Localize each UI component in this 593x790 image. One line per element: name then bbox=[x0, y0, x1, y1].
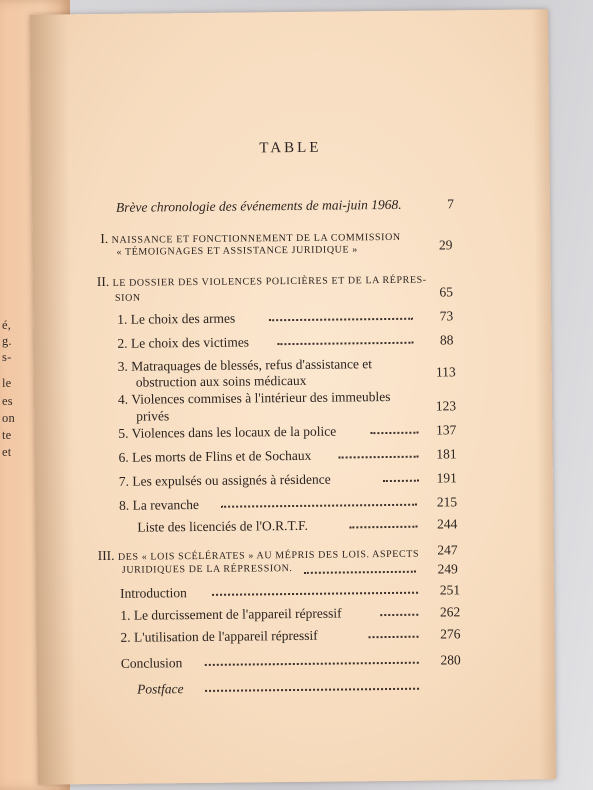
section-numeral: II. bbox=[96, 273, 110, 290]
toc-entry-page: 137 bbox=[436, 422, 457, 438]
toc-item bbox=[37, 651, 555, 671]
toc-entry-page: 247 bbox=[437, 542, 458, 558]
margin-fragment: te bbox=[2, 428, 12, 442]
toc-item-label: 8. La revanche bbox=[119, 496, 200, 513]
toc-item-label: 1. Le choix des armes bbox=[117, 310, 236, 327]
toc-entry-page: 29 bbox=[438, 237, 453, 253]
leader-dots bbox=[383, 478, 419, 482]
toc-item bbox=[34, 421, 552, 441]
toc-entry-page: 280 bbox=[440, 652, 461, 668]
toc-item-continuation: privés bbox=[136, 408, 170, 424]
toc-item bbox=[33, 307, 551, 327]
margin-fragment: le bbox=[2, 376, 12, 390]
toc-item bbox=[35, 445, 553, 465]
section-title-line2: JURIDIQUES DE LA RÉPRESSION. bbox=[121, 563, 293, 576]
toc-item bbox=[34, 354, 552, 390]
toc-item-label: Conclusion bbox=[120, 655, 183, 671]
leader-dots bbox=[221, 502, 417, 508]
toc-entry-page: 88 bbox=[439, 332, 454, 348]
toc-entry-page: 244 bbox=[437, 516, 458, 532]
toc-entry-page: 215 bbox=[436, 494, 458, 510]
toc-item-label: Postface bbox=[136, 681, 184, 697]
toc-item bbox=[33, 331, 551, 351]
section-title-line2: SION bbox=[114, 292, 141, 304]
section-title-line2: « TÉMOIGNAGES ET ASSISTANCE JURIDIQUE » bbox=[116, 244, 358, 258]
toc-entry-page: 276 bbox=[440, 626, 461, 642]
book-page bbox=[30, 9, 556, 784]
toc-item-postface bbox=[37, 677, 555, 697]
leader-dots bbox=[370, 430, 418, 435]
toc-item-label: 7. Les expulsés ou assignés à résidence bbox=[118, 471, 331, 489]
margin-fragment: g. bbox=[2, 334, 12, 348]
toc-item bbox=[35, 515, 553, 535]
toc-item-label: 1. Le durcissement de l'appareil répressif bbox=[120, 605, 342, 623]
toc-entry-page: 113 bbox=[435, 364, 456, 380]
toc-entry-page: 249 bbox=[437, 561, 458, 577]
leader-dots bbox=[380, 612, 418, 616]
leader-dots bbox=[205, 686, 419, 692]
toc-section-2 bbox=[33, 269, 551, 304]
leader-dots bbox=[349, 524, 417, 529]
section-numeral: III. bbox=[97, 547, 115, 564]
toc-entry-page: 251 bbox=[439, 582, 461, 598]
toc-item-label: Liste des licenciés de l'O.R.T.F. bbox=[137, 517, 309, 535]
page-gutter-shadow bbox=[30, 14, 76, 784]
leader-dots bbox=[304, 569, 416, 574]
toc-entry-page: 181 bbox=[436, 446, 457, 462]
toc-section-3 bbox=[36, 542, 554, 577]
margin-fragment: é, bbox=[2, 318, 12, 332]
leader-dots bbox=[368, 634, 418, 639]
toc-item bbox=[36, 581, 554, 601]
leader-dots bbox=[339, 454, 419, 459]
toc-entry-page: 191 bbox=[436, 470, 457, 486]
leader-dots bbox=[277, 340, 413, 345]
toc-item-label: 5. Violences dans les locaux de la police bbox=[118, 423, 337, 441]
toc-item-continuation: obstruction aux soins médicaux bbox=[135, 372, 307, 390]
toc-item bbox=[35, 469, 553, 489]
toc-item-label: 2. L'utilisation de l'appareil répressif bbox=[120, 627, 318, 645]
section-title-line1: LE DOSSIER DES VIOLENCES POLICIÈRES ET DE LA RÉPRES- bbox=[112, 274, 427, 289]
toc-entry-chronology bbox=[32, 195, 550, 215]
section-numeral: I. bbox=[100, 230, 109, 247]
toc-entry-label: Brève chronologie des événements de mai-juin 1968. bbox=[115, 196, 402, 215]
toc-item-label: 3. Matraquages de blessés, refus d'assistance et bbox=[117, 356, 373, 374]
page-title: TABLE bbox=[259, 139, 322, 157]
leader-dots bbox=[205, 660, 419, 666]
leader-dots bbox=[212, 590, 418, 596]
toc-item-label: Introduction bbox=[119, 585, 187, 601]
toc-item-label: 4. Violences commises à l'intérieur des immeubles bbox=[117, 388, 391, 407]
toc-item bbox=[36, 625, 554, 645]
toc-entry-page: 123 bbox=[435, 398, 457, 414]
margin-fragment: es bbox=[2, 394, 13, 408]
toc-item bbox=[36, 603, 554, 623]
toc-entry-page: 73 bbox=[439, 308, 454, 324]
toc-section-1 bbox=[32, 226, 550, 258]
toc-entry-page: 262 bbox=[439, 604, 461, 620]
toc-item-label: 2. Le choix des victimes bbox=[117, 334, 250, 351]
section-title-line1: NAISSANCE ET FONCTIONNEMENT DE LA COMMISSION bbox=[111, 231, 401, 246]
toc-item bbox=[35, 493, 553, 513]
margin-fragment: s- bbox=[2, 350, 12, 364]
section-title-line1: DES « LOIS SCÉLÉRATES » AU MÉPRIS DES LOIS. ASPECTS bbox=[117, 548, 420, 563]
toc-item-label: 6. Les morts de Flins et de Sochaux bbox=[118, 447, 312, 465]
margin-fragment: et bbox=[2, 445, 12, 459]
margin-fragment: on bbox=[2, 411, 15, 425]
toc-entry-page: 65 bbox=[439, 284, 453, 300]
toc-entry-page: 7 bbox=[447, 196, 455, 212]
leader-dots bbox=[269, 316, 413, 322]
